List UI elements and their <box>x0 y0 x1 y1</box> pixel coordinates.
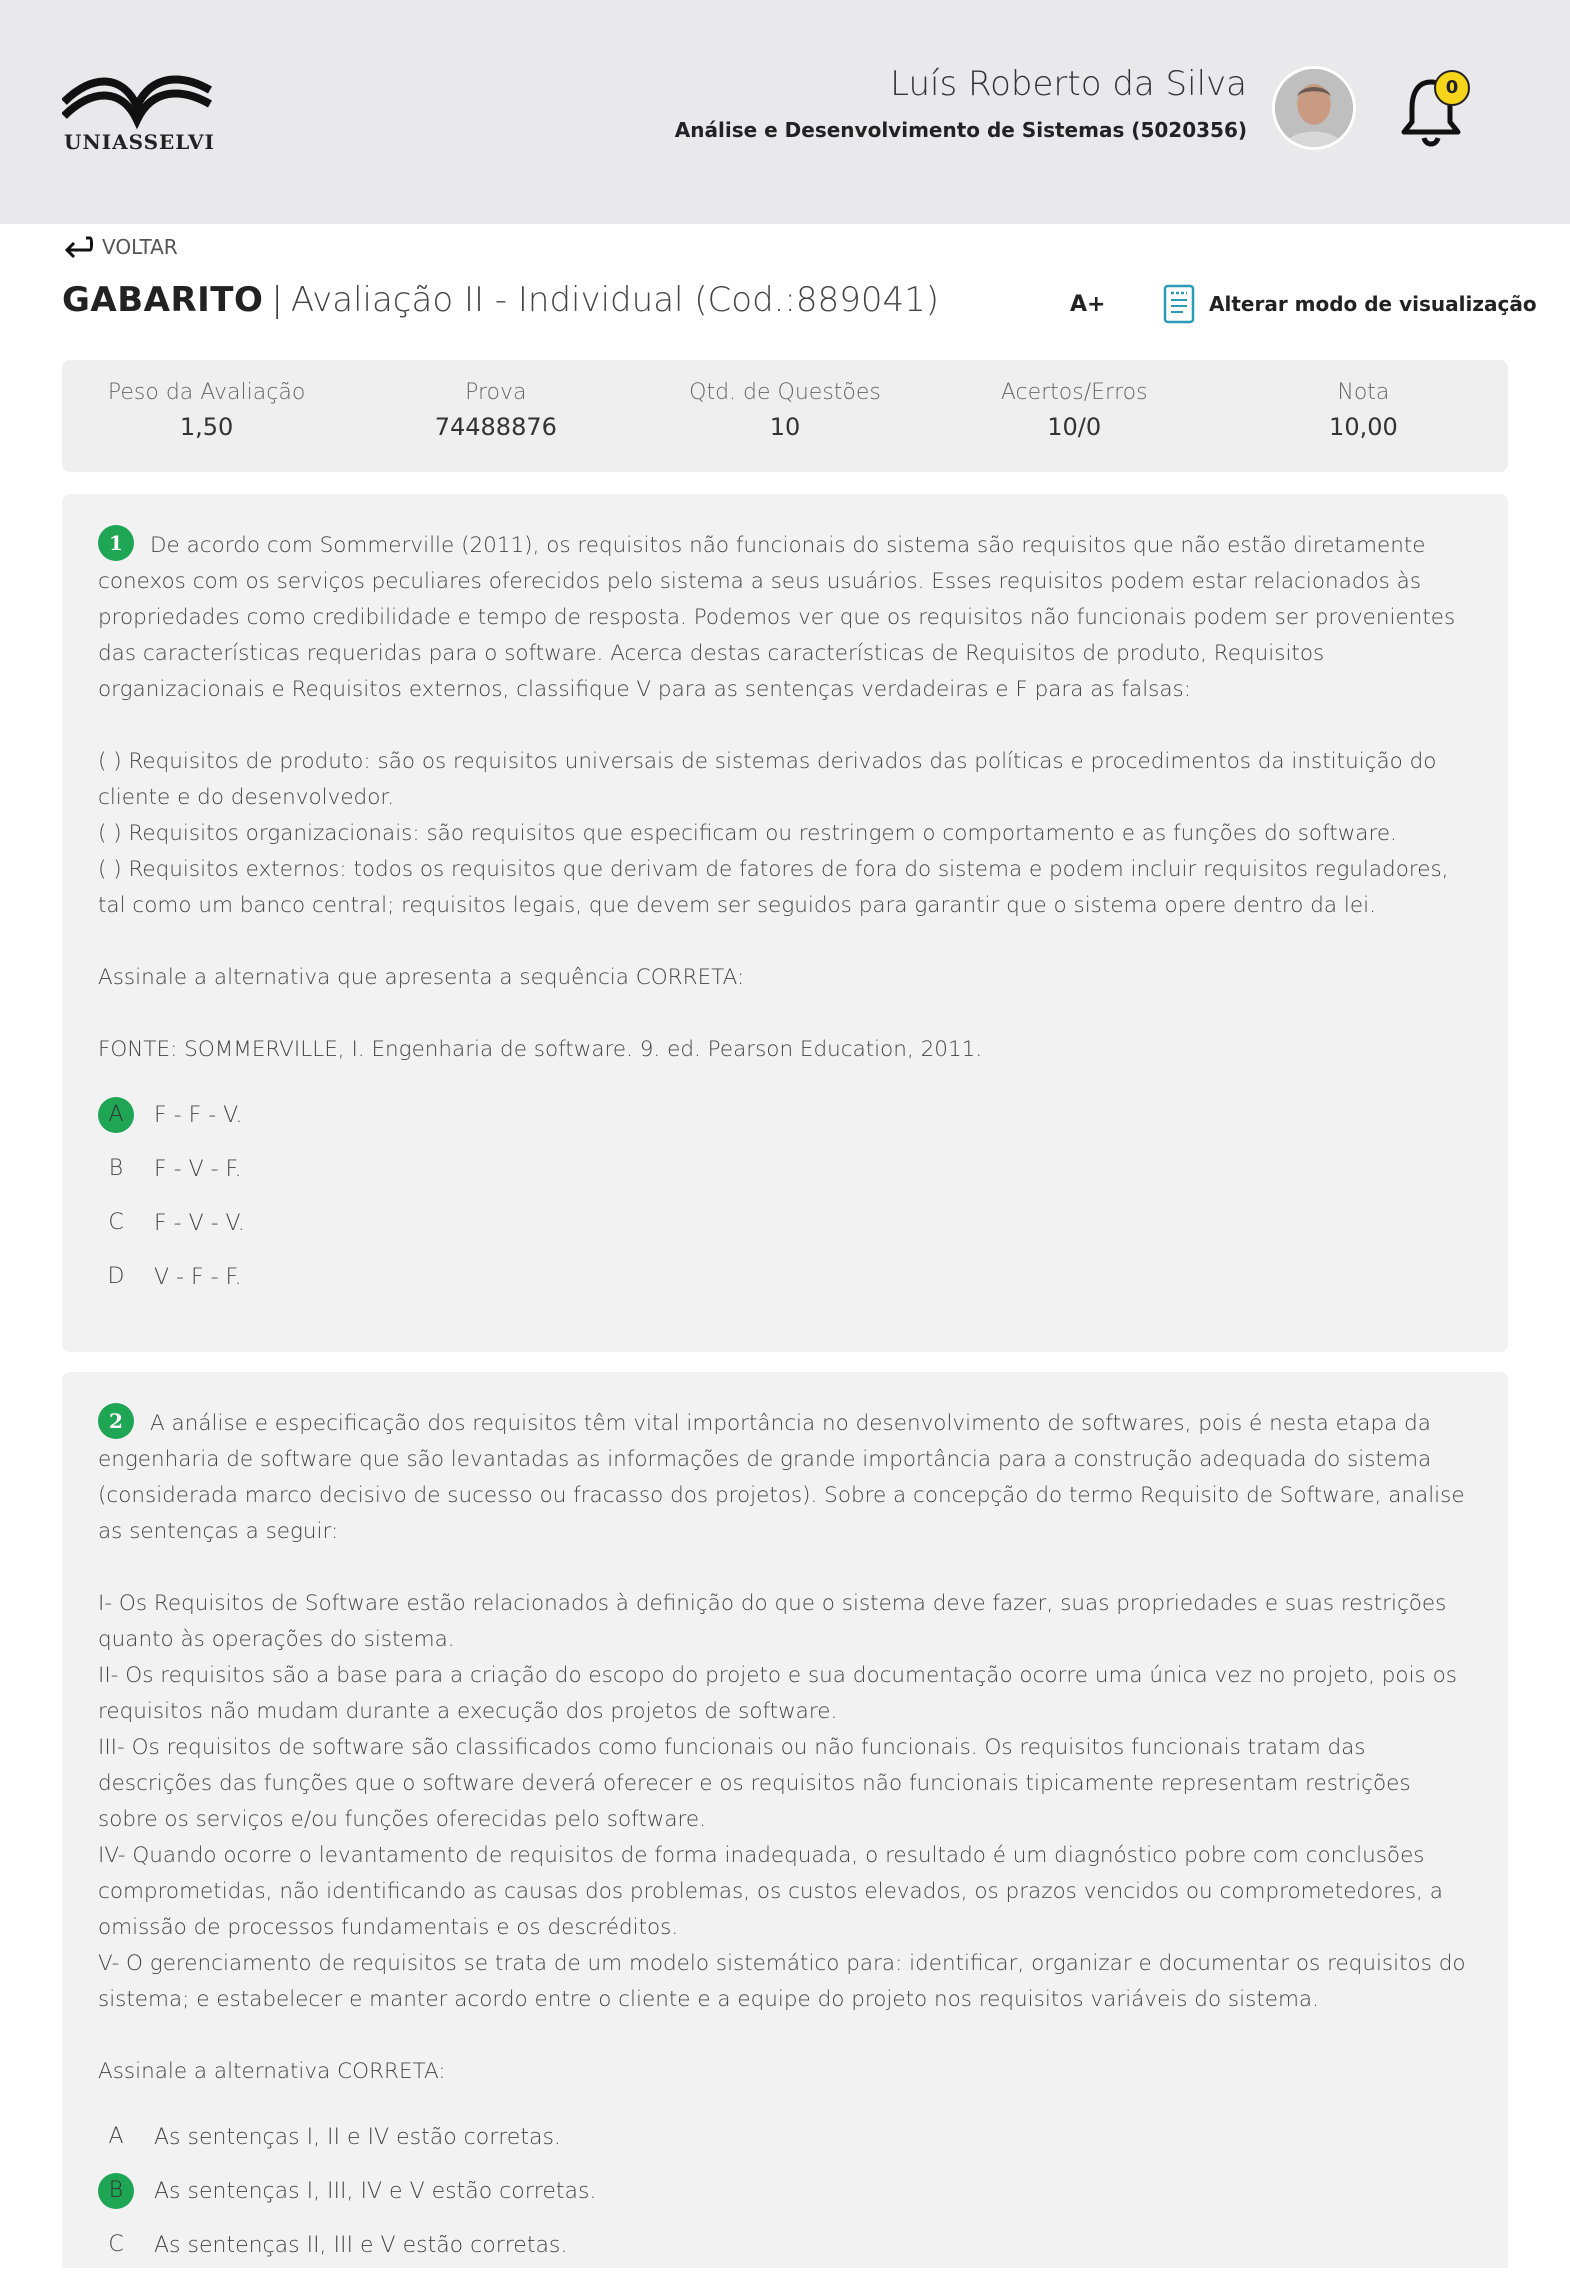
option-b[interactable] <box>98 2164 1472 2218</box>
summary-question-count <box>640 360 929 472</box>
option-text: V - F - F. <box>154 1264 242 1290</box>
page-title-rest: Avaliação II - Individual (Cod.:889041) <box>290 280 939 320</box>
evaluation-summary <box>62 360 1508 472</box>
summary-value: 10/0 <box>1047 413 1102 441</box>
uniasselvi-logo[interactable] <box>62 66 215 162</box>
summary-label: Acertos/Erros <box>1000 380 1148 405</box>
question-prompt: Assinale a alternativa CORRETA: <box>98 2059 446 2084</box>
question-intro-text: A análise e especificação dos requisitos têm vital importância no desenvolvimento de softwares, pois é nesta etapa da engenharia de software que são levantadas as informações de grande importância para a construção adequada do sistema (considerada marco decisivo de sucesso ou fracasso dos projetos). Sobre a concepção do termo Requisito de Software, analise as sentenças a seguir: <box>98 1411 1465 1544</box>
option-c[interactable] <box>98 2218 1472 2272</box>
question-intro <box>98 1406 1472 1550</box>
question-card-1 <box>62 494 1508 1352</box>
question-card-2 <box>62 1372 1508 2268</box>
top-header <box>0 0 1570 224</box>
summary-value: 10,00 <box>1329 413 1398 441</box>
summary-label: Peso da Avaliação <box>107 380 306 405</box>
option-d[interactable] <box>98 1250 1472 1304</box>
summary-value: 1,50 <box>179 413 234 441</box>
question-body <box>98 494 1472 1068</box>
question-intro-text: De acordo com Sommerville (2011), os requisitos não funcionais do sistema são requisitos que não estão diretamente conexos com os serviços peculiares oferecidos pelo sistema a seus usuários. Esses requisitos podem estar relacionados às propriedades como credibilidade e tempo de resposta. Podemos ver que os requisitos não funcionais podem ser provenientes das características requeridas para o software. Acerca destas características de Requisitos de produto, Requisitos organizacionais e Requisitos externos, classifique V para as sentenças verdadeiras e F para as falsas: <box>98 533 1456 702</box>
statement-item: ( ) Requisitos organizacionais: são requisitos que especificam ou restringem o comportamento e as funções do software. <box>98 821 1397 846</box>
question-number-badge: 1 <box>98 525 134 561</box>
option-b[interactable] <box>98 1142 1472 1196</box>
answer-options <box>98 2110 1472 2272</box>
avatar[interactable] <box>1272 66 1356 150</box>
answer-options <box>98 1088 1472 1304</box>
option-text: F - V - V. <box>154 1210 245 1236</box>
view-mode-label: Alterar modo de visualização <box>1209 292 1537 316</box>
statement-item: ( ) Requisitos externos: todos os requisitos que derivam de fatores de fora do sistema e podem incluir requisitos reguladores, tal como um banco central; requisitos legais, que devem ser seguidos para garantir que o sistema opere dentro da lei. <box>98 857 1449 918</box>
document-icon <box>1163 284 1195 324</box>
option-a[interactable] <box>98 2110 1472 2164</box>
option-text: F - F - V. <box>154 1102 243 1128</box>
page-title <box>62 280 939 320</box>
font-size-increase-button[interactable]: A+ <box>1070 292 1106 317</box>
option-letter-correct: A <box>98 1097 134 1133</box>
summary-label: Nota <box>1337 380 1390 405</box>
user-photo-icon <box>1275 69 1353 147</box>
option-letter: C <box>108 1210 124 1235</box>
statement-item: I- Os Requisitos de Software estão relacionados à definição do que o sistema deve fazer, suas propriedades e suas restrições quanto às operações do sistema. <box>98 1591 1447 1652</box>
statement-item: V- O gerenciamento de requisitos se trata de um modelo sistemático para: identificar, organizar e documentar os requisitos do sistema; e estabelecer e manter acordo entre o cliente e a equipe do projeto nos requisitos variáveis do sistema. <box>98 1951 1466 2012</box>
back-button[interactable] <box>62 234 178 260</box>
option-letter-correct: B <box>98 2173 134 2209</box>
statement-item: III- Os requisitos de software são classificados como funcionais ou não funcionais. Os requisitos funcionais tratam das descrições das funções que o software deverá oferecer e os requisitos não funcionais tipicamente representam restrições sobre os serviços e/ou funções oferecidas pelo software. <box>98 1735 1411 1832</box>
option-text: F - V - F. <box>154 1156 242 1182</box>
option-letter: B <box>108 1156 124 1181</box>
summary-grade <box>1219 360 1508 472</box>
question-body <box>98 1372 1472 2090</box>
back-label: VOLTAR <box>102 235 178 259</box>
option-text: As sentenças II, III e V estão corretas. <box>154 2232 568 2258</box>
summary-hits-errors <box>930 360 1219 472</box>
open-book-logo-icon <box>62 66 212 136</box>
option-text: As sentenças I, II e IV estão corretas. <box>154 2124 561 2150</box>
title-separator: | <box>271 280 283 320</box>
notification-count-badge: 0 <box>1434 70 1470 106</box>
summary-value: 10 <box>769 413 801 441</box>
view-mode-button[interactable] <box>1163 284 1537 324</box>
logo-text: UNIASSELVI <box>64 130 215 154</box>
option-text: As sentenças I, III, IV e V estão corretas. <box>154 2178 597 2204</box>
statement-item: II- Os requisitos são a base para a criação do escopo do projeto e sua documentação ocorre uma única vez no projeto, pois os requisitos não mudam durante a execução dos projetos de software. <box>98 1663 1457 1724</box>
page-title-strong: GABARITO <box>62 280 264 320</box>
option-letter: D <box>107 1264 125 1289</box>
question-number-badge: 2 <box>98 1403 134 1439</box>
user-course: Análise e Desenvolvimento de Sistemas (5020356) <box>674 118 1247 142</box>
question-intro <box>98 528 1472 708</box>
summary-weight <box>62 360 351 472</box>
option-a[interactable] <box>98 1088 1472 1142</box>
statement-item: ( ) Requisitos de produto: são os requisitos universais de sistemas derivados das políticas e procedimentos da instituição do cliente e do desenvolvedor. <box>98 749 1437 810</box>
option-c[interactable] <box>98 1196 1472 1250</box>
return-arrow-icon <box>62 234 94 260</box>
option-letter: A <box>108 2124 124 2149</box>
statement-item: IV- Quando ocorre o levantamento de requisitos de forma inadequada, o resultado é um diagnóstico pobre com conclusões comprometidas, não identificando as causas dos problemas, os custos elevados, os prazos vencidos ou comprometedores, a omissão de processos fundamentais e os descréditos. <box>98 1843 1443 1940</box>
summary-exam <box>351 360 640 472</box>
summary-label: Qtd. de Questões <box>689 380 881 405</box>
question-prompt: Assinale a alternativa que apresenta a sequência CORRETA: <box>98 965 745 990</box>
summary-label: Prova <box>465 380 527 405</box>
option-letter: C <box>108 2232 124 2257</box>
summary-value: 74488876 <box>434 413 557 441</box>
user-name: Luís Roberto da Silva <box>890 64 1247 104</box>
question-source: FONTE: SOMMERVILLE, I. Engenharia de software. 9. ed. Pearson Education, 2011. <box>98 1037 983 1062</box>
